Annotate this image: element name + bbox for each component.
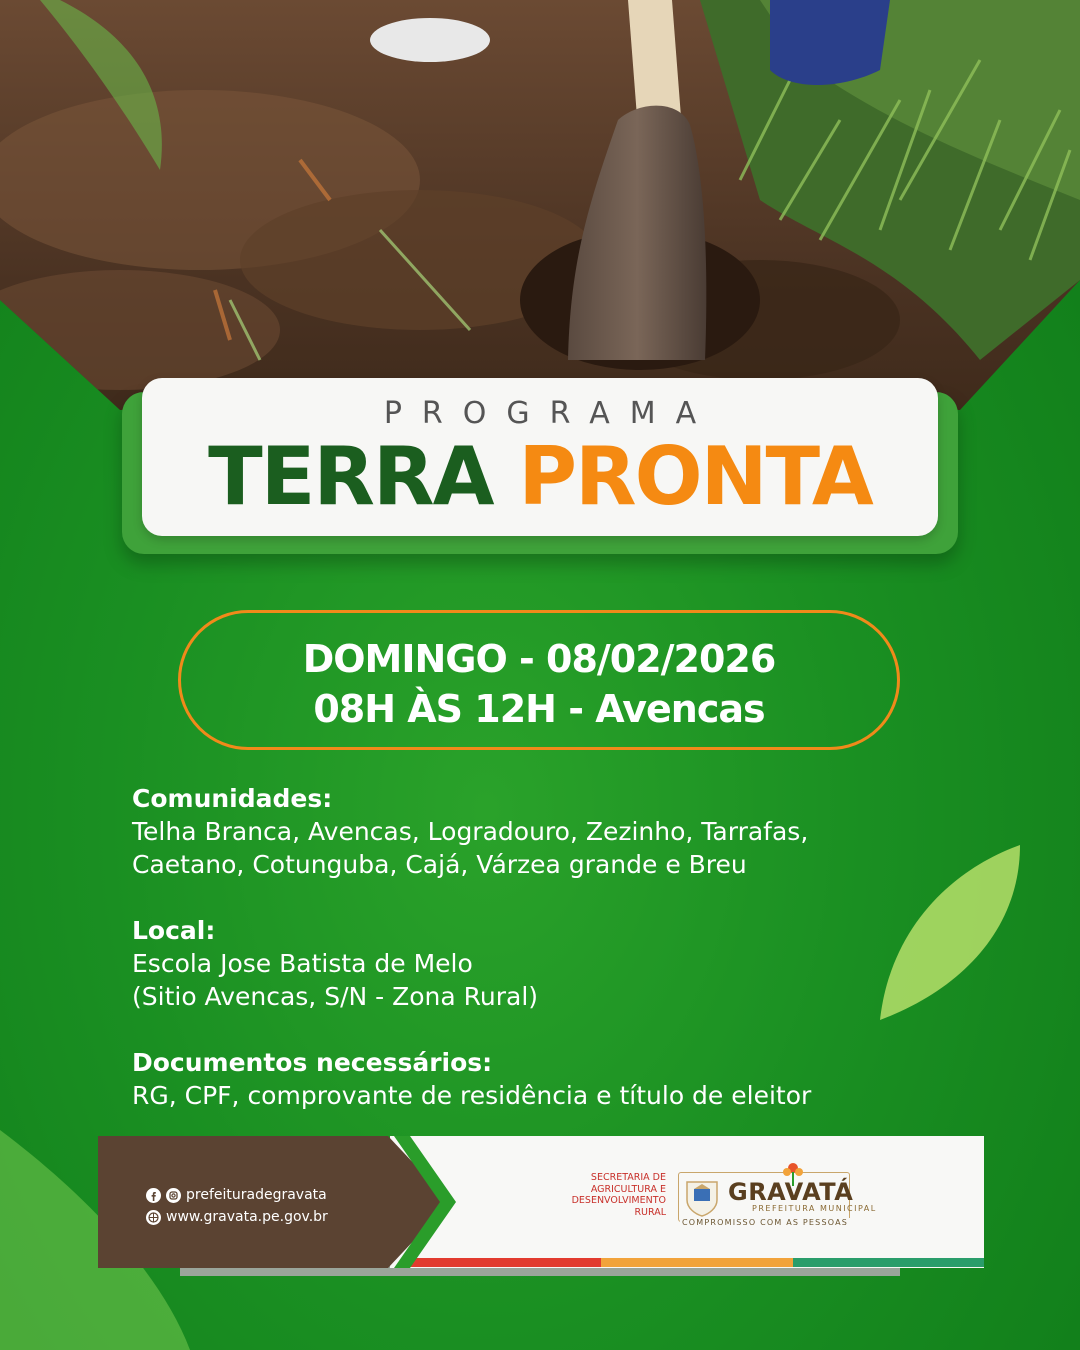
social-handle: prefeituradegravata	[186, 1187, 327, 1203]
location-text-1: Escola Jose Batista de Melo	[132, 949, 473, 978]
communities-section	[132, 782, 952, 881]
location-label: Local:	[132, 916, 216, 945]
secretaria-line-1: SECRETARIA DE	[590, 1172, 666, 1183]
crest-icon	[681, 1176, 723, 1218]
location-text-2: (Sitio Avencas, S/N - Zona Rural)	[132, 982, 539, 1011]
globe-icon	[146, 1210, 161, 1225]
website-row[interactable]	[146, 1206, 328, 1228]
title-card	[142, 378, 938, 536]
gravata-logo-name: GRAVATÁ	[728, 1178, 854, 1206]
location-section	[132, 914, 952, 1013]
secretaria-line-4: RURAL	[634, 1206, 666, 1218]
documents-section	[132, 1046, 952, 1112]
secretaria-line-3: DESENVOLVIMENTO	[571, 1195, 666, 1206]
event-date-badge	[178, 610, 900, 750]
communities-text-1: Telha Branca, Avencas, Logradouro, Zezinho, Tarrafas,	[132, 817, 809, 846]
event-time-location: 08H ÀS 12H - Avencas	[313, 687, 765, 731]
stripe-teal	[793, 1258, 984, 1267]
title-word-terra: TERRA	[208, 430, 493, 523]
program-label: PROGRAMA	[383, 396, 717, 431]
documents-label: Documentos necessários:	[132, 1048, 493, 1077]
secretaria-label	[560, 1172, 666, 1218]
communities-text-2: Caetano, Cotunguba, Cajá, Várzea grande e Breu	[132, 850, 747, 879]
website-link: www.gravata.pe.gov.br	[166, 1209, 328, 1225]
program-title	[142, 430, 938, 523]
communities-label: Comunidades:	[132, 784, 333, 813]
documents-text: RG, CPF, comprovante de residência e título de eleitor	[132, 1081, 812, 1110]
instagram-icon	[166, 1188, 181, 1203]
footer-color-stripes	[410, 1258, 984, 1267]
gravata-logo-subtitle: PREFEITURA MUNICIPAL	[752, 1204, 877, 1213]
social-links	[146, 1184, 328, 1228]
title-word-pronta: PRONTA	[518, 430, 872, 523]
facebook-icon	[146, 1188, 161, 1203]
event-date: DOMINGO - 08/02/2026	[302, 637, 776, 681]
secretaria-line-2: AGRICULTURA E	[590, 1183, 666, 1195]
event-info	[132, 782, 952, 1145]
gravata-slogan: COMPROMISSO COM AS PESSOAS	[681, 1218, 849, 1227]
social-handle-row[interactable]	[146, 1184, 328, 1206]
stripe-yellow	[601, 1258, 792, 1267]
